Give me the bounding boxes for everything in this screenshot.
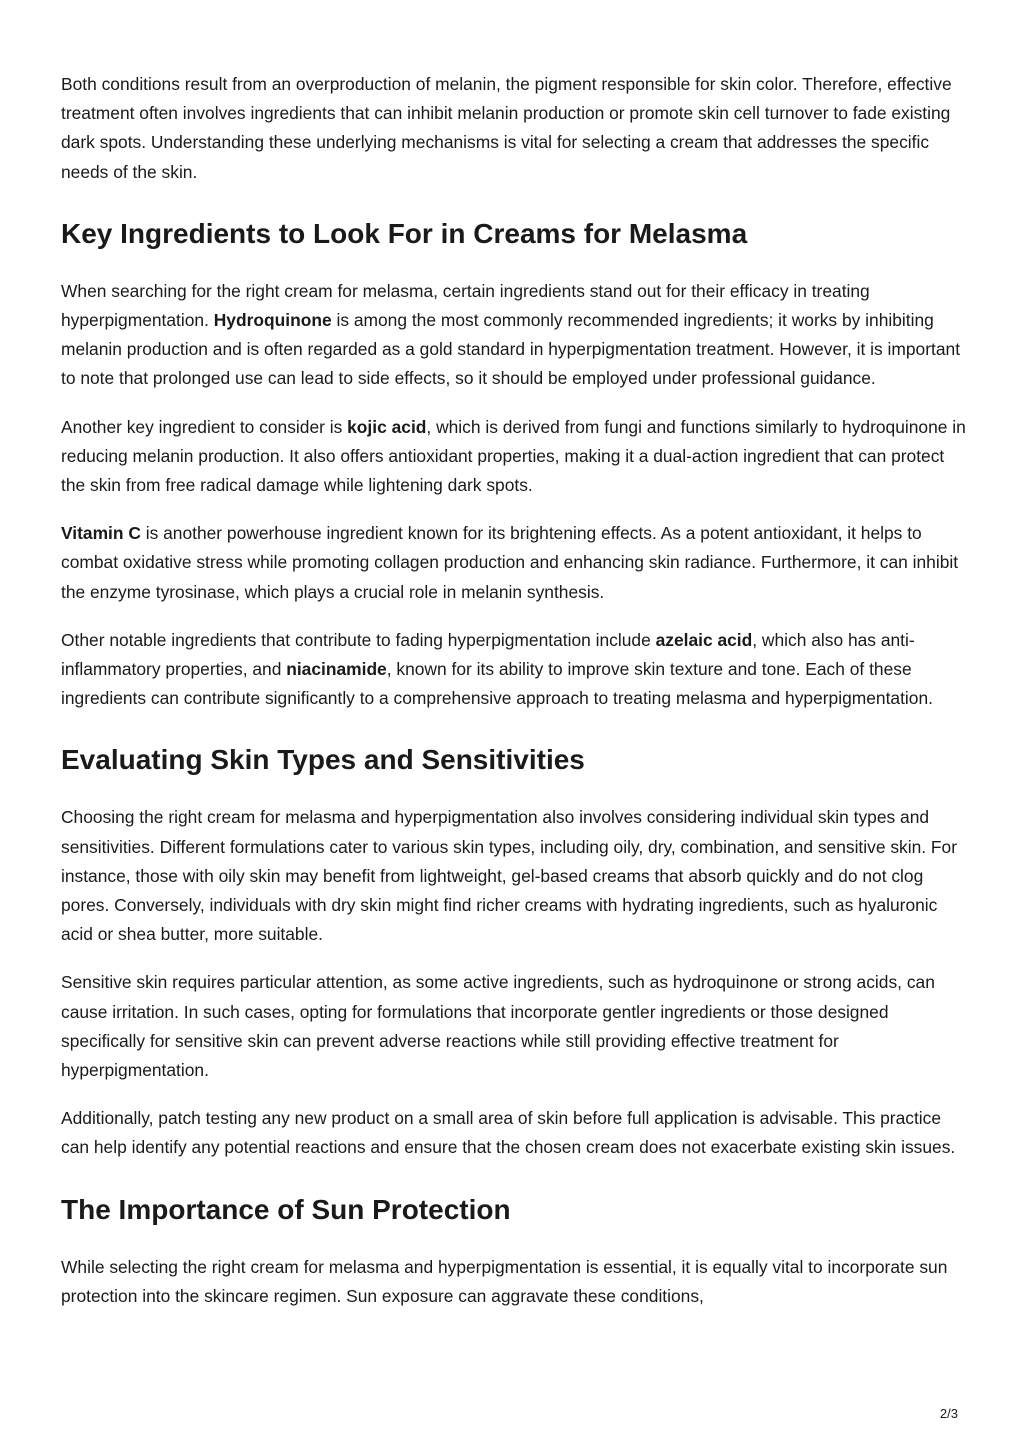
bold-term: azelaic acid — [655, 629, 753, 650]
page-number: 2/3 — [939, 1406, 958, 1421]
heading-key-ingredients: Key Ingredients to Look For in Creams for Melasma — [61, 217, 748, 249]
paragraph-kojic-acid: Another key ingredient to consider is kojic acid, which is derived from fungi and functions similarly to hydroquinone in reducing melanin production. It also offers antioxidant properties, making it a dual-action ingredient that can protect the skin from free radical damage while lightening dark spots. — [61, 416, 966, 496]
paragraph-vitamin-c: Vitamin C is another powerhouse ingredient known for its brightening effects. As a potent antioxidant, it helps to combat oxidative stress while promoting collagen production and enhancing skin radiance. Furthermore, it can inhibit the enzyme tyrosinase, which plays a crucial role in melanin synthesis. — [61, 523, 959, 602]
heading-sun-protection: The Importance of Sun Protection — [61, 1193, 511, 1225]
paragraph-sun-protection: While selecting the right cream for melasma and hyperpigmentation is essential, it is equally vital to incorporate sun protection into the skincare regimen. Sun exposure can aggravate these conditions, — [61, 1256, 948, 1306]
bold-term: Vitamin C — [61, 523, 141, 544]
bold-term: niacinamide — [286, 659, 387, 680]
bold-term: kojic acid — [347, 416, 427, 437]
bold-term: Hydroquinone — [213, 310, 332, 331]
document-body — [61, 70, 971, 1330]
paragraph-skin-types: Choosing the right cream for melasma and hyperpigmentation also involves considering individual skin types and sensitivities. Different formulations cater to various skin types, including oily, dry, combination, and sensitive skin. For instance, those with oily skin may benefit from lightweight, gel-based creams that absorb quickly and do not clog pores. Conversely, individuals with dry skin might find richer creams with hydrating ingredients, such as hyaluronic acid or shea butter, more suitable. — [61, 807, 958, 945]
paragraph-other-ingredients: Other notable ingredients that contribute to fading hyperpigmentation include azelaic acid, which also has anti-inflammatory properties, and niacinamide, known for its ability to improve skin texture and tone. Each of these ingredients can contribute significantly to a comprehensive approach to treating melasma and hyperpigmentation. — [61, 629, 933, 709]
intro-paragraph: Both conditions result from an overproduction of melanin, the pigment responsible for skin color. Therefore, effective treatment often involves ingredients that can inhibit melanin production or promote skin cell turnover to fade existing dark spots. Understanding these underlying mechanisms is vital for selecting a cream that addresses the specific needs of the skin. — [61, 74, 952, 182]
paragraph-hydroquinone: When searching for the right cream for melasma, certain ingredients stand out for their efficacy in treating hyperpigmentation. Hydroquinone is among the most commonly recommended ingredients; it works by inhibiting melanin production and is often regarded as a gold standard in hyperpigmentation treatment. However, it is important to note that prolonged use can lead to side effects, so it should be employed under professional guidance. — [61, 280, 961, 389]
paragraph-patch-testing: Additionally, patch testing any new product on a small area of skin before full application is advisable. This practice can help identify any potential reactions and ensure that the chosen cream does not exacerbate existing skin issues. — [61, 1108, 956, 1158]
heading-skin-types: Evaluating Skin Types and Sensitivities — [61, 744, 585, 776]
paragraph-sensitive-skin: Sensitive skin requires particular attention, as some active ingredients, such as hydroquinone or strong acids, can cause irritation. In such cases, opting for formulations that incorporate gentler ingredients or those designed specifically for sensitive skin can prevent adverse reactions while still providing effective treatment for hyperpigmentation. — [61, 972, 935, 1081]
